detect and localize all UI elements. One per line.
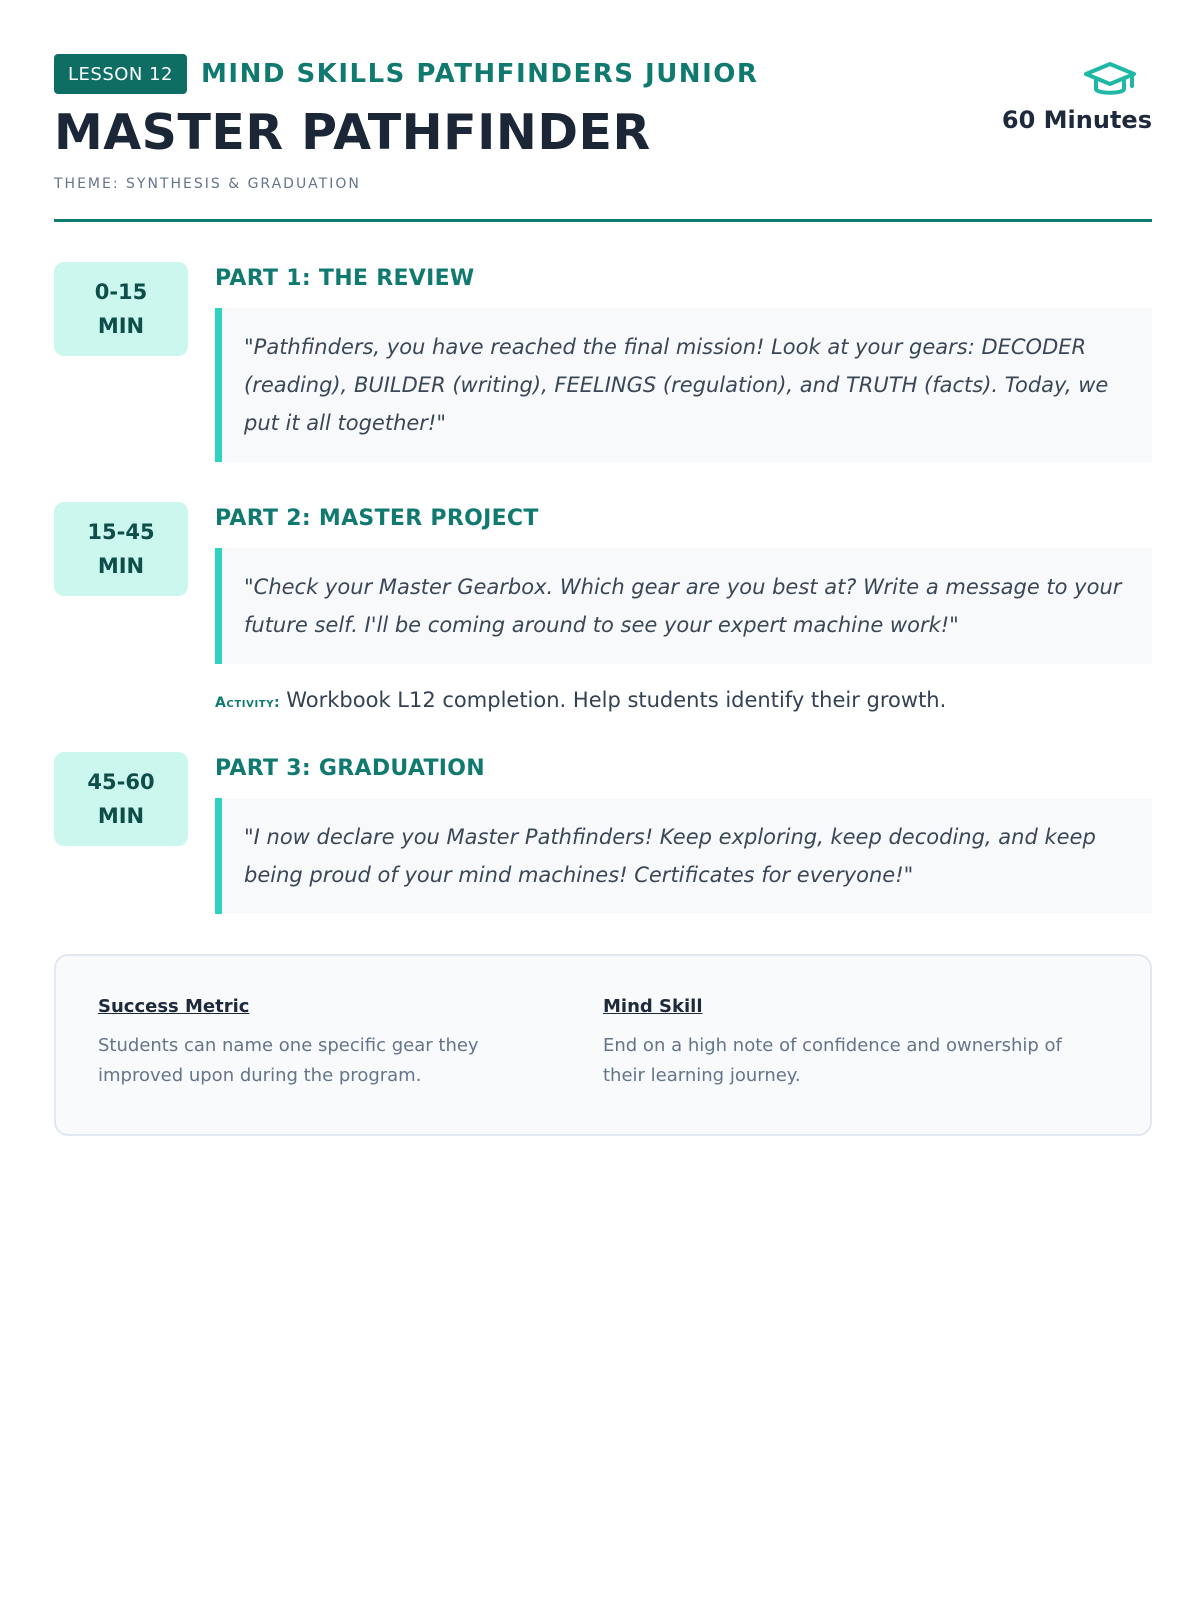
page-title: MASTER PATHFINDER [54,104,651,161]
activity-note [215,688,1152,712]
lesson-row [54,54,1152,94]
summary-card [54,954,1152,1136]
success-metric-text: Students can name one specific gear they improved upon during the program. [98,1035,479,1086]
lesson-badge: LESSON 12 [54,54,187,94]
duration-label: 60 Minutes [1001,106,1152,134]
script-quote: "I now declare you Master Pathfinders! Keep exploring, keep decoding, and keep being proud of your mind machines! Certificates for everyone!" [215,798,1152,914]
time-range: 45-60 [87,770,155,794]
part-title: PART 2: MASTER PROJECT [215,506,539,531]
time-unit: MIN [97,554,145,578]
time-range-badge [54,752,188,846]
lesson-part-3 [54,752,1152,914]
script-quote: "Check your Master Gearbox. Which gear are you best at? Write a message to your future self. I'll be coming around to see your expert machine work!" [215,548,1152,664]
part-body [215,752,1152,914]
part-title: PART 3: GRADUATION [215,756,486,781]
time-unit: MIN [97,804,145,828]
series-title: MIND SKILLS PATHFINDERS JUNIOR [201,59,759,89]
part-title: PART 1: THE REVIEW [215,266,475,291]
time-range: 15-45 [87,520,155,544]
script-quote: "Pathfinders, you have reached the final mission! Look at your gears: DECODER (reading), BUILDER (writing), FEELINGS (regulation), and TRUTH (facts). Today, we put it all together!" [215,308,1152,462]
lesson-theme: THEME: SYNTHESIS & GRADUATION [54,176,361,192]
activity-label: Activity: [215,695,281,711]
lesson-plan-page [54,54,1152,1136]
mind-skill-text: End on a high note of confidence and ownership of their learning journey. [603,1035,1062,1086]
time-range-badge [54,502,188,596]
lesson-header [54,54,1152,222]
mind-skill [603,996,1108,1134]
time-unit: MIN [97,314,145,338]
part-body [215,502,1152,712]
duration-block [992,60,1152,134]
lesson-part-2 [54,502,1152,712]
success-metric [98,996,603,1134]
lesson-part-1 [54,262,1152,462]
graduation-cap-icon [1084,60,1136,100]
part-body [215,262,1152,462]
time-range: 0-15 [94,280,148,304]
time-range-badge [54,262,188,356]
lesson-parts [54,262,1152,914]
success-metric-heading: Success Metric [98,996,250,1017]
mind-skill-heading: Mind Skill [603,996,703,1017]
activity-text: Workbook L12 completion. Help students identify their growth. [286,688,947,712]
